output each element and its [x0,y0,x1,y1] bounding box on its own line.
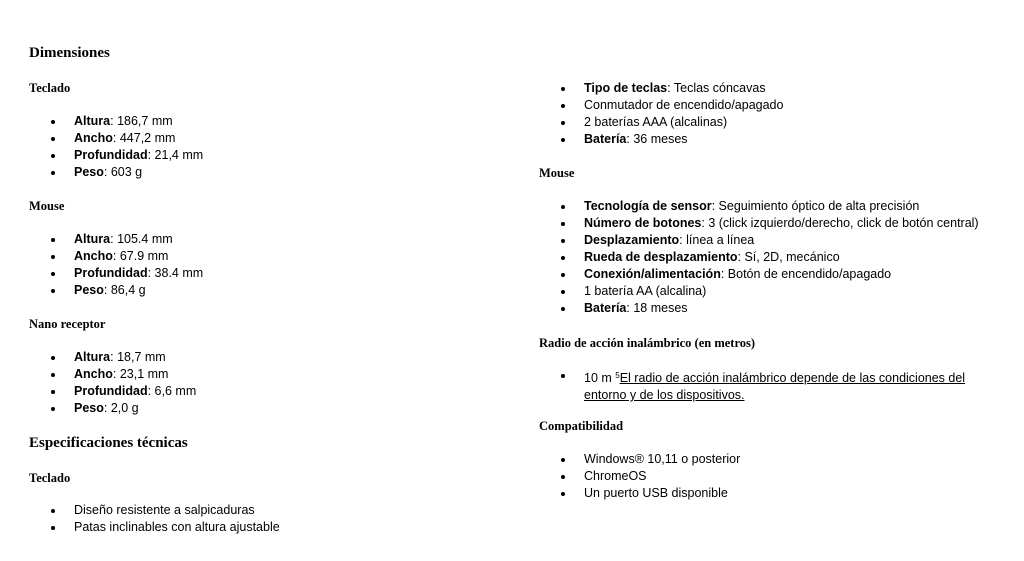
list-item: Un puerto USB disponible [539,485,740,502]
list-item: Patas inclinables con altura ajustable [29,519,280,536]
list-item: Profundidad: 38.4 mm [29,265,203,282]
bullet-icon [51,238,55,242]
radio-list [539,367,984,404]
list-item: 2 baterías AAA (alcalinas) [539,114,783,131]
list-item: Tipo de teclas: Teclas cóncavas [539,80,783,97]
bullet-icon [561,290,565,294]
list-item: Tecnología de sensor: Seguimiento óptico de alta precisión [539,198,979,215]
dimensiones-heading: Dimensiones [29,45,110,61]
list-item: Batería: 18 meses [539,300,979,317]
mouse-specs-list [539,198,979,317]
bullet-icon [561,256,565,260]
bullet-icon [561,307,565,311]
list-item: Profundidad: 6,6 mm [29,383,196,400]
list-item: Peso: 86,4 g [29,282,203,299]
list-item: Peso: 2,0 g [29,400,196,417]
teclado-specs-list-cont [539,80,783,148]
list-item: Número de botones: 3 (click izquierdo/derecho, click de botón central) [539,215,979,232]
bullet-icon [561,104,565,108]
list-item: Rueda de desplazamiento: Sí, 2D, mecánico [539,249,979,266]
compat-heading: Compatibilidad [539,419,624,433]
bullet-icon [561,273,565,277]
radio-heading: Radio de acción inalámbrico (en metros) [539,336,756,350]
list-item: Ancho: 23,1 mm [29,366,196,383]
bullet-icon [51,407,55,411]
list-item: Altura: 105.4 mm [29,231,203,248]
bullet-icon [51,120,55,124]
teclado-dim-heading: Teclado [29,81,71,95]
mouse-dim-list [29,231,203,299]
nano-dim-heading: Nano receptor [29,317,106,331]
list-item: Batería: 36 meses [539,131,783,148]
bullet-icon [51,373,55,377]
list-item: 10 m $^5$El radio de acción inalámbrico depende de las condiciones del entorno y de los dispositivos. [539,367,984,404]
compat-list [539,451,740,502]
list-item: Peso: 603 g [29,164,203,181]
bullet-icon [561,222,565,226]
teclado-specs-heading: Teclado [29,471,71,485]
list-item: Windows® 10,11 o posterior [539,451,740,468]
bullet-icon [561,121,565,125]
bullet-icon [561,475,565,479]
list-item: Diseño resistente a salpicaduras [29,502,280,519]
teclado-specs-list [29,502,280,536]
footnote-note: El radio de acción inalámbrico depende de las condiciones del entorno y de los dispositivos. [584,371,966,402]
list-item: Ancho: 67.9 mm [29,248,203,265]
bullet-icon [51,356,55,360]
bullet-icon [51,390,55,394]
list-item: Ancho: 447,2 mm [29,130,203,147]
list-item: Altura: 18,7 mm [29,349,196,366]
list-item: 1 batería AA (alcalina) [539,283,979,300]
bullet-icon [51,509,55,513]
bullet-icon [561,205,565,209]
bullet-icon [561,374,565,378]
footnote-marker: 5 [615,371,620,380]
bullet-icon [561,458,565,462]
bullet-icon [51,154,55,158]
bullet-icon [51,289,55,293]
list-item: Desplazamiento: línea a línea [539,232,979,249]
bullet-icon [51,526,55,530]
list-item: Profundidad: 21,4 mm [29,147,203,164]
bullet-icon [51,137,55,141]
list-item: Conmutador de encendido/apagado [539,97,783,114]
specs-heading: Especificaciones técnicas [29,435,188,451]
bullet-icon [561,492,565,496]
list-item: ChromeOS [539,468,740,485]
bullet-icon [51,171,55,175]
bullet-icon [561,138,565,142]
nano-dim-list [29,349,196,417]
bullet-icon [561,239,565,243]
list-item: Altura: 186,7 mm [29,113,203,130]
bullet-icon [51,272,55,276]
list-item: Conexión/alimentación: Botón de encendido/apagado [539,266,979,283]
mouse-dim-heading: Mouse [29,199,65,213]
bullet-icon [561,87,565,91]
teclado-dim-list [29,113,203,181]
mouse-specs-heading: Mouse [539,166,575,180]
bullet-icon [51,255,55,259]
